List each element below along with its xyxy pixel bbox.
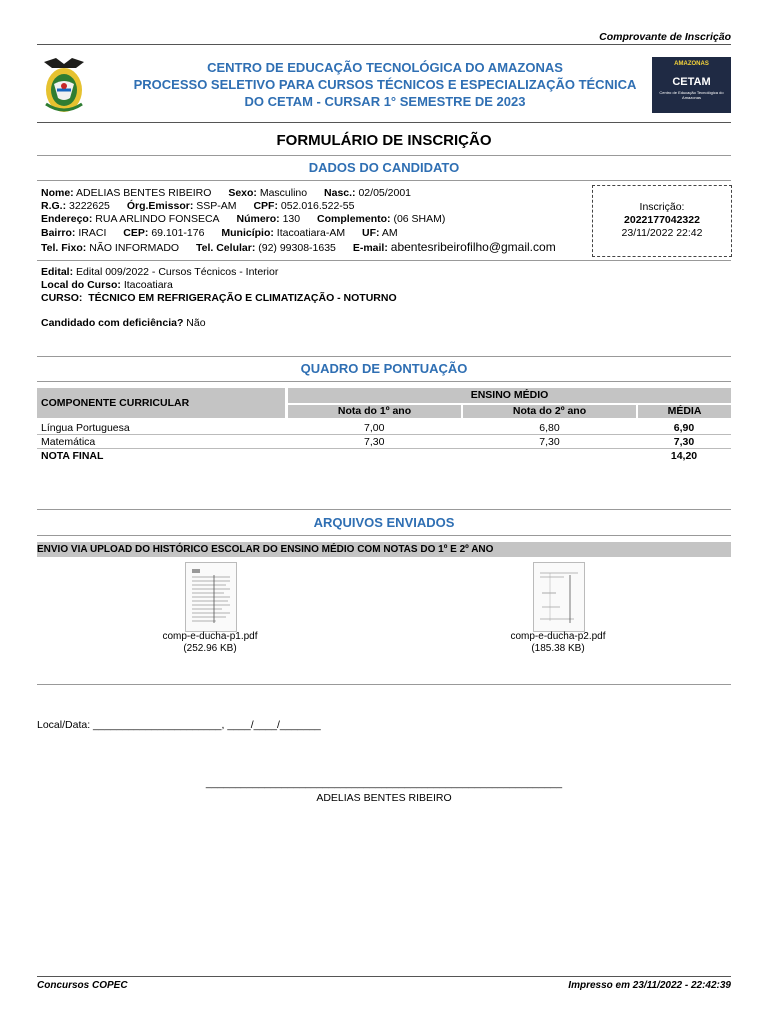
deficiencia-value: Não: [186, 317, 206, 329]
cpf-value: 052.016.522-55: [280, 200, 355, 212]
signature-divider: [37, 684, 731, 685]
endereco-value: RUA ARLINDO FONSECA: [95, 213, 220, 225]
deficiencia-label: Candidado com deficiência?: [41, 317, 184, 329]
municipio-label: Município:: [221, 227, 274, 239]
footer-divider: [37, 976, 731, 977]
cetam-logo: [652, 57, 731, 113]
nasc-value: 02/05/2001: [358, 187, 412, 199]
row-componente: Língua Portuguesa: [37, 418, 287, 435]
inscription-number: 2022177042322: [624, 214, 700, 226]
curso-line: [41, 292, 397, 306]
section-title-candidate: DADOS DO CANDIDATO: [308, 160, 460, 175]
email-value: abentesribeirofilho@gmail.com: [390, 240, 556, 254]
files-divider: [37, 535, 731, 536]
complemento-label: Complemento:: [317, 213, 391, 225]
nasc-label: Nasc.:: [324, 187, 356, 199]
title-divider-top: [37, 122, 731, 123]
candidate-line-2: [41, 200, 354, 214]
title-divider-bottom: [37, 155, 731, 156]
file-name-2[interactable]: comp-e-ducha-p2.pdf: [510, 631, 606, 642]
sexo-value: Masculino: [259, 187, 308, 199]
file-thumbnail-2[interactable]: [533, 562, 585, 632]
institution-line-1: CENTRO DE EDUCAÇÃO TECNOLÓGICA DO AMAZONAS: [207, 60, 563, 75]
final-value: 14,20: [670, 449, 698, 462]
cetam-logo-name: CETAM: [672, 76, 711, 88]
col-nota-ano1: Nota do 1º ano: [287, 404, 463, 418]
row-media: 7,30: [637, 435, 731, 449]
edital-label: Edital:: [41, 266, 74, 278]
curso-label: CURSO:: [41, 292, 83, 304]
tel-celular-label: Tel. Celular:: [196, 242, 256, 254]
org-emissor-value: SSP-AM: [196, 200, 237, 212]
uf-label: UF:: [362, 227, 380, 239]
uf-value: AM: [381, 227, 398, 239]
deficiencia-line: [41, 317, 206, 331]
upload-heading: ENVIO VIA UPLOAD DO HISTÓRICO ESCOLAR DO ENSINO MÉDIO COM NOTAS DO 1º E 2º ANO: [37, 542, 731, 557]
cetam-logo-top: AMAZONAS: [674, 61, 709, 67]
candidate-line-1: [41, 187, 411, 201]
candidate-line-5: [41, 241, 556, 256]
rg-value: 3222625: [69, 200, 110, 212]
org-emissor-label: Órg.Emissor:: [126, 200, 194, 212]
municipio-value: Itacoatiara-AM: [276, 227, 346, 239]
nome-value: ADELIAS BENTES RIBEIRO: [76, 187, 212, 199]
files-divider-top: [37, 509, 731, 510]
institution-header: [90, 59, 680, 110]
header-divider: [37, 44, 731, 45]
signature-name: ADELIAS BENTES RIBEIRO: [316, 792, 452, 804]
document-caption: Comprovante de Inscrição: [599, 31, 731, 43]
curso-value: TÉCNICO EM REFRIGERAÇÃO E CLIMATIZAÇÃO - NOTURNO: [88, 292, 397, 304]
footer-left: Concursos COPEC: [37, 980, 128, 991]
col-ensino-medio: ENSINO MÉDIO: [287, 388, 732, 404]
row-ano1: 7,30: [287, 435, 463, 449]
cep-value: 69.101-176: [151, 227, 205, 239]
file-size-2: (185.38 KB): [531, 643, 585, 654]
col-nota-ano2: Nota do 2º ano: [462, 404, 637, 418]
row-ano2: 6,80: [462, 418, 637, 435]
col-media: MÉDIA: [637, 404, 731, 418]
file-name-1[interactable]: comp-e-ducha-p1.pdf: [162, 631, 258, 642]
local-curso-value: Itacoatiara: [123, 279, 173, 291]
section-title-files: ARQUIVOS ENVIADOS: [313, 515, 455, 530]
numero-value: 130: [282, 213, 301, 225]
inscription-box: [592, 185, 732, 257]
tel-fixo-label: Tel. Fixo:: [41, 242, 87, 254]
institution-line-3: DO CETAM - CURSAR 1° SEMESTRE DE 2023: [244, 94, 526, 109]
signature-line: _____________________________________________________________: [205, 777, 563, 789]
edital-line: [41, 266, 278, 280]
section-title-scores: QUADRO DE PONTUAÇÃO: [300, 361, 468, 376]
file-size-1: (252.96 KB): [183, 643, 237, 654]
local-curso-line: [41, 279, 173, 293]
cpf-label: CPF:: [253, 200, 278, 212]
final-row: [37, 449, 731, 463]
cetam-logo-subtitle: Centro de Educação Tecnológica do Amazonas: [659, 90, 724, 100]
email-label: E-mail:: [352, 242, 388, 254]
file-thumbnail-1[interactable]: [185, 562, 237, 632]
row-ano1: 7,00: [287, 418, 463, 435]
file-caption-2[interactable]: [478, 631, 638, 655]
local-data-line: Local/Data: ______________________, ____/____/_______: [37, 719, 321, 731]
complemento-value: (06 SHAM): [393, 213, 446, 225]
sexo-label: Sexo:: [228, 187, 257, 199]
institution-line-2: PROCESSO SELETIVO PARA CURSOS TÉCNICOS E ESPECIALIZAÇÃO TÉCNICA: [133, 77, 637, 92]
local-curso-label: Local do Curso:: [41, 279, 121, 291]
table-row: [37, 435, 731, 449]
rg-label: R.G.:: [41, 200, 67, 212]
final-label: NOTA FINAL: [41, 449, 104, 462]
numero-label: Número:: [236, 213, 280, 225]
file-caption-1[interactable]: [130, 631, 290, 655]
tel-fixo-value: NÃO INFORMADO: [89, 242, 180, 254]
row-media: 6,90: [637, 418, 731, 435]
bairro-label: Bairro:: [41, 227, 76, 239]
course-divider: [37, 260, 731, 261]
inscription-datetime: 23/11/2022 22:42: [621, 227, 703, 239]
state-coat-of-arms-logo: [40, 54, 88, 118]
scores-divider-top: [37, 356, 731, 357]
scores-table: [37, 388, 731, 462]
bairro-value: IRACI: [78, 227, 107, 239]
endereco-label: Endereço:: [41, 213, 93, 225]
row-componente: Matemática: [37, 435, 287, 449]
footer-right: Impresso em 23/11/2022 - 22:42:39: [568, 980, 731, 991]
cep-label: CEP:: [123, 227, 149, 239]
row-ano2: 7,30: [462, 435, 637, 449]
form-title: FORMULÁRIO DE INSCRIÇÃO: [276, 132, 492, 149]
nome-label: Nome:: [41, 187, 74, 199]
candidate-line-3: [41, 213, 445, 227]
col-componente: COMPONENTE CURRICULAR: [37, 388, 287, 418]
edital-value: Edital 009/2022 - Cursos Técnicos - Interior: [76, 266, 279, 278]
tel-celular-value: (92) 99308-1635: [258, 242, 336, 254]
table-row: [37, 418, 731, 435]
candidate-line-4: [41, 227, 398, 241]
scores-divider: [37, 381, 731, 382]
candidate-divider: [37, 180, 731, 181]
inscription-label: Inscrição:: [639, 201, 685, 213]
